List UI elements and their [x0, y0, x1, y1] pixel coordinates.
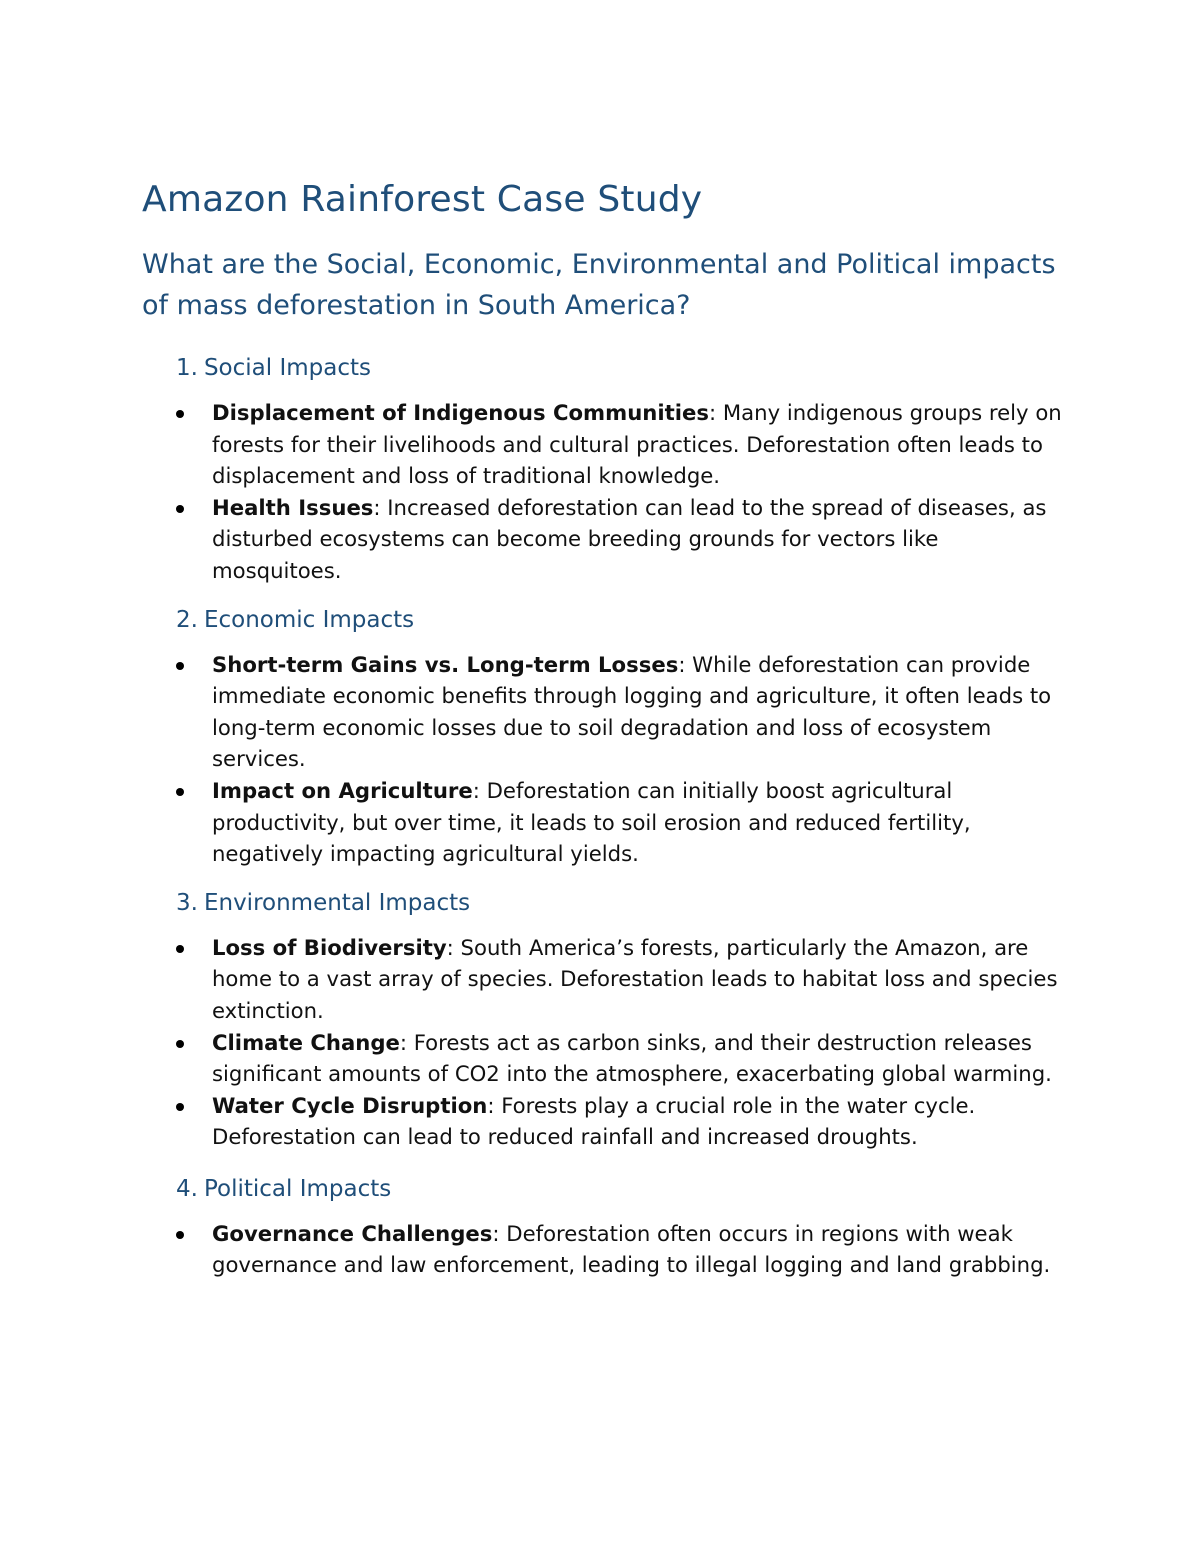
- section-heading: [176, 352, 1072, 384]
- document-subtitle: What are the Social, Economic, Environmental and Political impacts of mass deforestation in South America?: [142, 249, 1056, 321]
- bullet-icon: [176, 945, 184, 953]
- list-item: [176, 932, 1072, 1027]
- bullet-list: [176, 649, 1072, 870]
- bullet-term: Short-term Gains vs. Long-term Losses: [212, 651, 679, 677]
- section-number: 2.: [176, 606, 198, 633]
- section-title: Social Impacts: [203, 355, 371, 381]
- section-title: Political Impacts: [203, 1175, 392, 1202]
- list-item: [176, 1218, 1072, 1281]
- list-item: [176, 649, 1072, 775]
- bullet-text: : Forests act as carbon sinks, and their destruction releases significant amounts of CO2 into the atmosphere, exacerbating global warming.: [212, 1029, 1052, 1087]
- bullet-text: : South America’s forests, particularly the Amazon, are home to a vast array of species. Deforestation leads to habitat loss and species extinction.: [212, 934, 1058, 1023]
- section-heading: [176, 604, 1072, 636]
- bullet-term: Governance Challenges: [212, 1220, 493, 1246]
- bullet-term: Health Issues: [212, 494, 374, 520]
- section-number: 1.: [176, 355, 198, 381]
- bullet-text: : Increased deforestation can lead to the spread of diseases, as disturbed ecosystems can become breeding grounds for vectors like mosquitoes.: [212, 494, 1047, 583]
- bullet-term: Water Cycle Disruption: [212, 1092, 488, 1118]
- bullet-text: : Forests play a crucial role in the water cycle. Deforestation can lead to reduced rainfall and increased droughts.: [212, 1092, 976, 1150]
- bullet-icon: [176, 1231, 184, 1239]
- list-item: [176, 492, 1072, 587]
- list-item: [176, 775, 1072, 870]
- bullet-icon: [176, 505, 184, 513]
- bullet-list: [176, 397, 1072, 587]
- bullet-list: [176, 932, 1072, 1153]
- section-economic-impacts: [176, 604, 1072, 870]
- bullet-icon: [176, 1040, 184, 1048]
- section-title: Environmental Impacts: [203, 889, 471, 916]
- list-item: [176, 397, 1072, 492]
- bullet-term: Impact on Agriculture: [212, 777, 473, 803]
- section-political-impacts: [176, 1173, 1072, 1281]
- bullet-text: : Deforestation can initially boost agricultural productivity, but over time, it leads to soil erosion and reduced fertility, negatively impacting agricultural yields.: [212, 777, 971, 867]
- section-title: Economic Impacts: [203, 606, 415, 633]
- bullet-icon: [176, 788, 184, 796]
- bullet-term: Displacement of Indigenous Communities: [212, 400, 710, 425]
- bullet-list: [176, 1218, 1072, 1281]
- bullet-icon: [176, 1103, 184, 1111]
- list-item: [176, 1027, 1072, 1090]
- section-number: 4.: [176, 1175, 198, 1202]
- section-heading: [176, 1173, 1072, 1205]
- document-title: Amazon Rainforest Case Study: [142, 179, 703, 220]
- bullet-term: Loss of Biodiversity: [212, 934, 447, 960]
- bullet-icon: [176, 410, 184, 418]
- section-environmental-impacts: [176, 887, 1072, 1153]
- section-heading: [176, 887, 1072, 919]
- bullet-text: : While deforestation can provide immediate economic benefits through logging and agriculture, it often leads to long-term economic losses due to soil degradation and loss of ecosystem services.: [212, 651, 1052, 772]
- section-number: 3.: [176, 889, 198, 916]
- list-item: [176, 1090, 1072, 1153]
- section-social-impacts: [176, 352, 1072, 587]
- bullet-text: : Many indigenous groups rely on forests for their livelihoods and cultural practices. Deforestation often leads to displacement and loss of traditional knowledge.: [212, 400, 1062, 489]
- bullet-icon: [176, 662, 184, 670]
- bullet-text: : Deforestation often occurs in regions with weak governance and law enforcement, leading to illegal logging and land grabbing.: [212, 1220, 1051, 1278]
- document-page: [142, 178, 1072, 1281]
- bullet-term: Climate Change: [212, 1029, 400, 1055]
